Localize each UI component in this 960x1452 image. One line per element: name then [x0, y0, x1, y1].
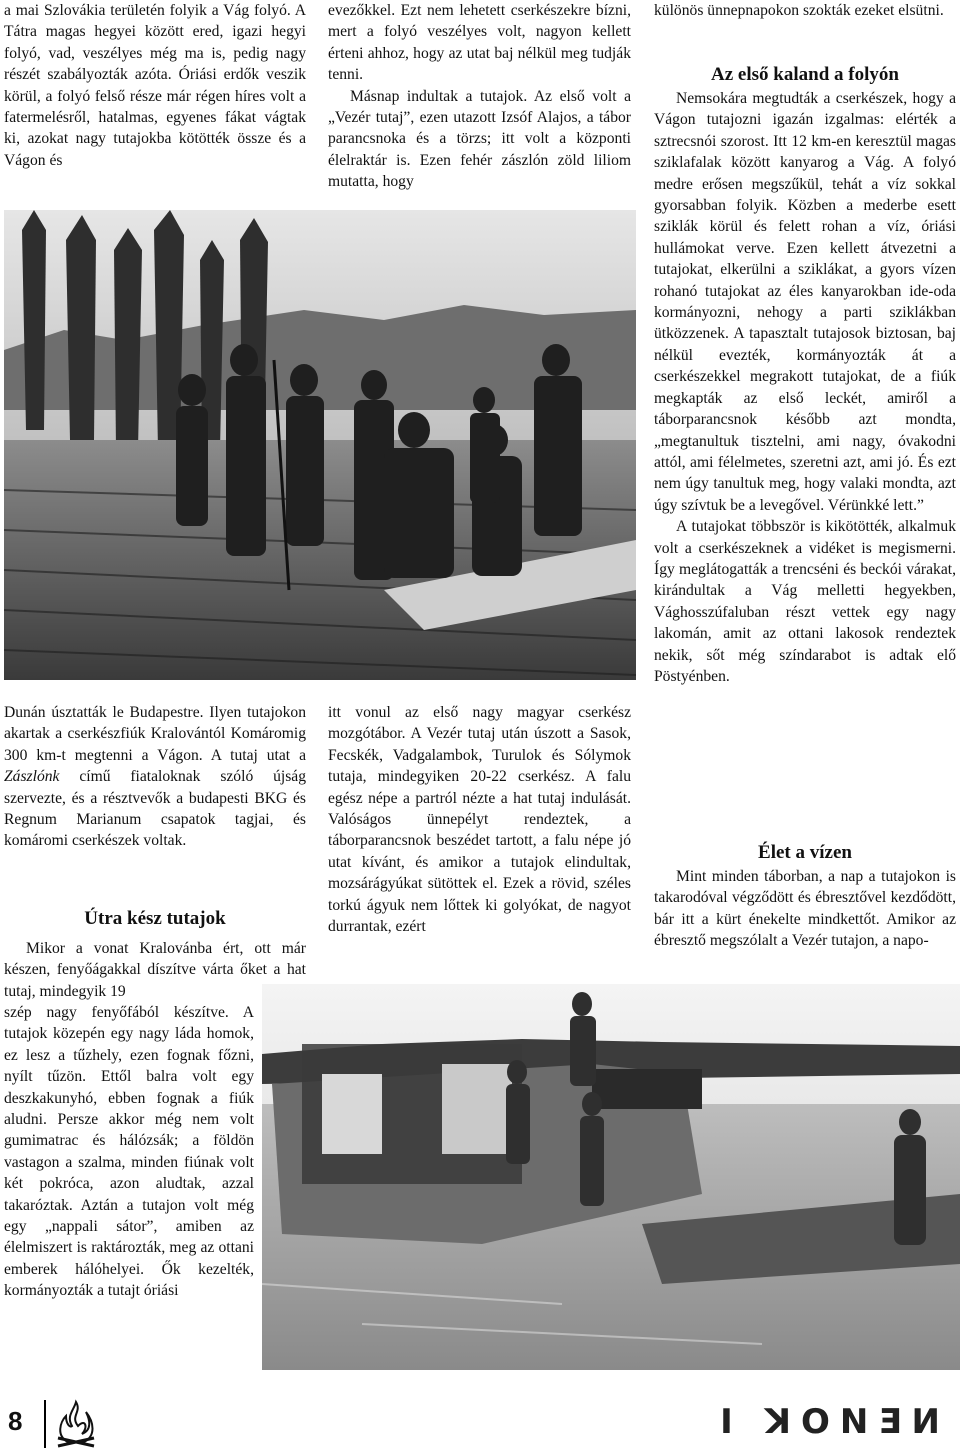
scouts-on-raft-photo: [4, 210, 636, 680]
col3-elet-text: [654, 866, 956, 952]
col2-top-text: [328, 0, 631, 193]
paragraph: szép nagy fenyőfából készítve. A tutajok közepén egy nagy láda homok, ez lesz a tűzhely, ezen fognak főzni, nyílt tűzön. Ettől balra volt egy deszkakunyhó, ebben fognak a fiúk aludni. Persze akkor még nem volt gumimatrac és hálózsák; a földön vastagon a szalma, minden fiúnak volt két pokróca, azon aludtak, azzal takaróztak. Aztán a tutajon volt még egy „nappali sátor”, amiben az élelmiszert is raktározták, meg az ottani emberek hálóhelyei. Ők kezelték, kormányozták a tutajt óriási: [4, 1004, 254, 1300]
paragraph: A tutajokat többször is kikötötték, alkalmuk volt a cserkészeknek a vidéket is megismerni. Így meglátogatták a trencséni és beckói várakat, kirándultak a Vág melletti hegyekben, Vághosszúfaluban részt vettek egy nagy lakomán, amit az ottani lakosok rendeztek nekik, sőt még színdarabot is adtak elő Pöstyénben.: [654, 518, 956, 685]
magazine-brand-logo: I ꓘONƎИ: [720, 1402, 950, 1442]
paragraph: Dunán úsztatták le Budapestre. Ilyen tutajokon akartak a cserkészfiúk Kralovántól Komáromig 300 km-t megtenni a Vágon. A tutaj utat a Zászlónk című fiataloknak szóló újság szervezte, és a résztvevők a budapesti BKG és Regnum Marianum csapatok tagjai, és komáromi cserkészek voltak.: [4, 704, 306, 850]
raft-on-water-photo: [262, 984, 960, 1370]
scouts-photo-image: [4, 210, 636, 680]
paragraph: különös ünnepnapokon szokták ezeket elsütni.: [654, 2, 944, 19]
paragraph: Mint minden táborban, a nap a tutajokon is takarodóval végződött és ébresztővel kezdődött, bár itt a kürt énekelte mindkettőt. Amikor az ébresztő megszólalt a Vezér tutajon, a napo-: [654, 868, 956, 950]
col3-top-text: [654, 0, 956, 21]
campfire-logo-icon: [52, 1398, 100, 1450]
newspaper-title: Zászlónk: [4, 768, 60, 786]
col2-mid-text: [328, 702, 631, 937]
paragraph: Mikor a vonat Kralovánba ért, ott már készen, fenyőágakkal díszítve várta őket a hat tutaj, mindegyik 19: [4, 940, 306, 1000]
heading-elso-kaland: Az első kaland a folyón: [711, 64, 899, 85]
col1-utra-text-a: [4, 938, 306, 1002]
col3-kaland-text: [654, 88, 956, 687]
heading-utra-kesz: Útra kész tutajok: [84, 908, 226, 929]
paragraph: evezőkkel. Ezt nem lehetett cserkészekre bízni, mert a folyó veszélyes volt, nagyon kellett érteni ahhoz, hogy az utat baj nélkül meg tudják tenni.: [328, 2, 631, 84]
paragraph: itt vonul az első nagy magyar cserkész mozgótábor. A Vezér tutaj után úszott a Sasok, Fecskék, Vadgalambok, Turulok és Sólymok tutaja, mindegyiken 20-22 cserkész. A falu egész népe a partról nézte a hat tutaj indulását. Valóságos ünnepélyt rendeztek, a táborparancsnok beszédet tartott, a falu népe jó utat kívánt, és amikor a tutajok elindultak, mozsárágyúkat sütöttek el. Ezek a rövid, széles torkú ágyuk nem lőttek ki golyókat, de nagyot durrantak, ezért: [328, 704, 631, 936]
paragraph: a mai Szlovákia területén folyik a Vág folyó. A Tátra magas hegyei között ered, igazi hegyi folyó, vad, veszélyes még ma is, pedig nagy részét szabályozták azóta. Óriási erdők veszik körül, a folyó felső része már régen híres volt a fatermelésről, hatalmas, egyenes fákat vágtak ki, azokat nagy tutajokba kötötték össze és a Vágon és: [4, 2, 306, 169]
col1-mid-text: [4, 702, 306, 852]
page-number: 8: [8, 1406, 23, 1436]
paragraph: Másnap indultak a tutajok. Az első volt a „Vezér tutaj”, ezen utazott Izsóf Alajos, a tábor parancsnoka és a törzs; itt volt a központi élelraktár is. Ezen fehér zászlón zöld liliom mutatta, hogy: [328, 87, 631, 191]
heading-elet-a-vizen: Élet a vízen: [758, 842, 852, 863]
paragraph: Nemsokára megtudták a cserkészek, hogy a Vágon tutajozni igazán izgalmas: elérték a sztrecsnói szorost. Itt 12 km-en keresztül magas sziklafalak között kanyarog a Vág. A folyó medre erősen megszűkül, tehát a víz sokkal gyorsabban folyik. Közben a mederbe esett sziklák körül és felett rohan a víz, óriási hullámokat verve. Ezen kellett átvezetni a tutajokat, elkerülni a sziklákat, a gyors vízen rohanó tutajokat az éles kanyarokban ide-oda kormányozni, nehogy a parti sziklákban ütközzenek. A tapasztalt tutajosok biztosan, baj nélkül evezték, kormányozták át a cserkészekkel megrakott tutajokat, de a fiúk megkapták az első leckét, amiről a táborparancsnok később azt mondta, „megtanultuk tisztelni, ami nagy, óvakodni attól, ami félelmetes, szeretni azt, ami jó. És ezt nem úgy tanultuk meg, hogy valaki mondta, azt úgy szívtuk be a levegővel. Vérünkké lett.”: [654, 90, 956, 514]
raft-photo-image: [262, 984, 960, 1370]
col1-top-text: [4, 0, 306, 171]
col1-utra-text-b: [4, 1002, 254, 1302]
